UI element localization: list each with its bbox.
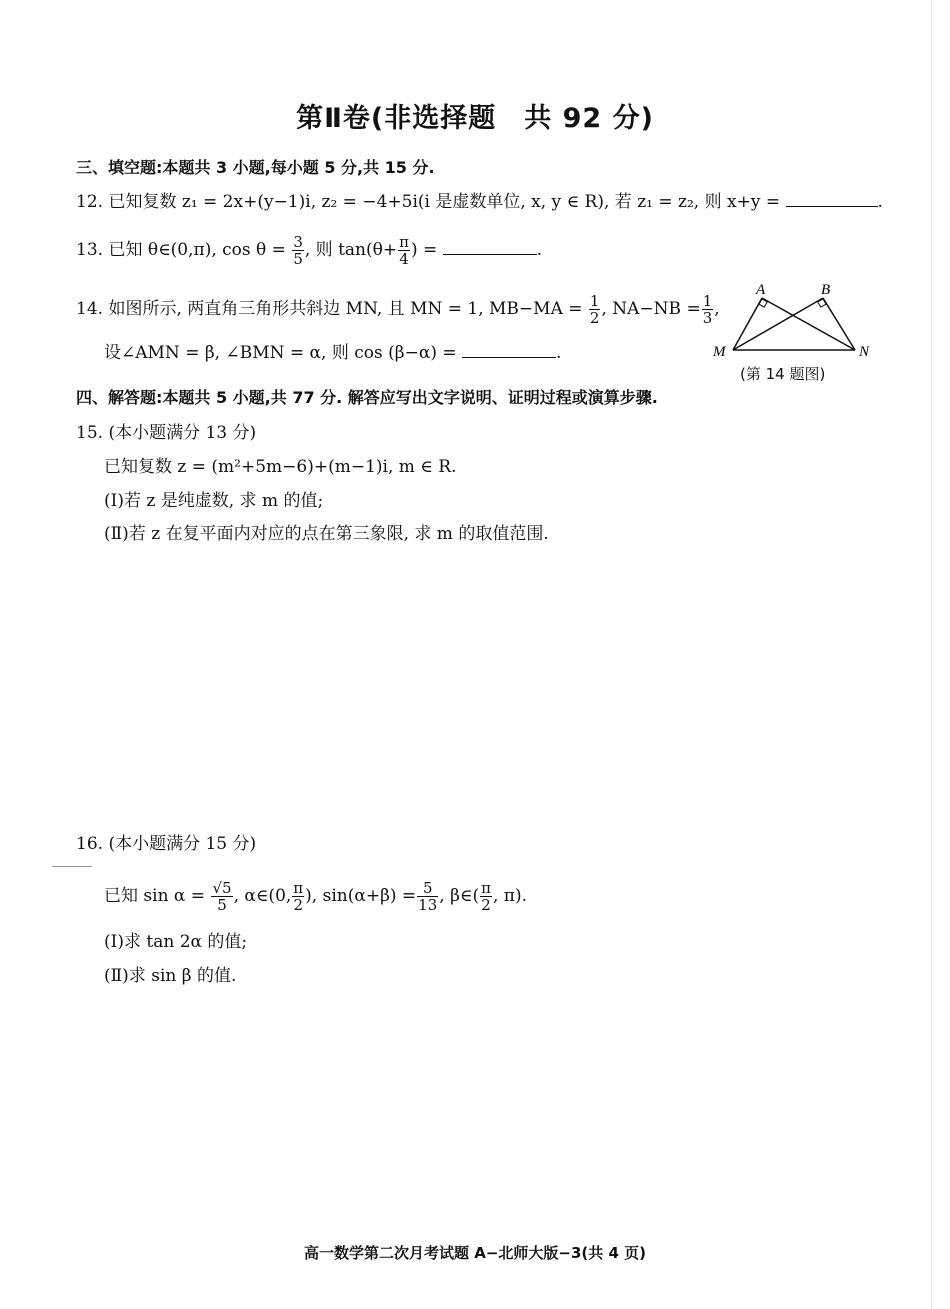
question-12: 12. 已知复数 z₁ = 2x+(y−1)i, z₂ = −4+5i(i 是虚数单位, x, y ∈ R), 若 z₁ = z₂, 则 x+y = . (76, 192, 883, 212)
question-number: 14. (76, 299, 104, 319)
question-number: 12. (76, 192, 104, 212)
question-text: 已知 sin α = (104, 886, 206, 906)
question-15-part-1: (Ⅰ)若 z 是纯虚数, 求 m 的值; (104, 491, 324, 511)
figure-caption: (第 14 题图) (740, 365, 826, 383)
question-14 (76, 293, 720, 326)
label-M: M (713, 344, 726, 360)
question-text: , β∈( (439, 886, 480, 906)
question-text: , π). (492, 886, 528, 906)
question-16-part-2: (Ⅱ)求 sin β 的值. (104, 966, 237, 986)
label-N: N (859, 344, 870, 360)
question-number: 13. (76, 240, 104, 260)
fraction: $\frac{\pi}{2}$ (481, 879, 491, 914)
question-text: , NA−NB = (601, 299, 701, 319)
question-15-header: 15. (本小题满分 13 分) (76, 423, 257, 443)
question-text: ), sin(α+β) = (305, 886, 417, 906)
fraction: $\frac{\pi}{2}$ (293, 879, 304, 914)
question-15-part-2: (Ⅱ)若 z 在复平面内对应的点在第三象限, 求 m 的取值范围. (104, 524, 549, 544)
question-text: ) = (410, 240, 438, 260)
question-text: , (714, 299, 720, 319)
question-15-stem: 已知复数 z = (m²+5m−6)+(m−1)i, m ∈ R. (104, 457, 457, 477)
question-text: , α∈(0, (233, 886, 292, 906)
scan-artifact (52, 866, 92, 867)
question-16-header: 16. (本小题满分 15 分) (76, 834, 257, 854)
section-heading-fill-blank: 三、填空题:本题共 3 小题,每小题 5 分,共 15 分. (76, 158, 435, 177)
answer-blank[interactable] (443, 238, 537, 255)
fraction: $\frac{1}{2}$ (589, 292, 600, 327)
question-text: 如图所示, 两直角三角形共斜边 MN, 且 MN = 1, MB−MA = (108, 299, 583, 319)
question-text: 已知 θ∈(0,π), cos θ = (108, 240, 286, 260)
answer-blank[interactable] (462, 341, 556, 358)
question-16-stem (104, 880, 527, 913)
page-edge (931, 0, 932, 1309)
question-13: 13. 已知 θ∈(0,π), cos θ = $\frac{3}{5}$ , 则 tan(θ+ $\frac{\pi}{4}$ ) = . (76, 233, 543, 268)
question-16-part-1: (Ⅰ)求 tan 2α 的值; (104, 932, 248, 952)
question-text: 已知复数 z₁ = 2x+(y−1)i, z₂ = −4+5i(i 是虚数单位, x, y ∈ R), 若 z₁ = z₂, 则 x+y = (108, 192, 781, 212)
question-text: 设∠AMN = β, ∠BMN = α, 则 cos (β−α) = (104, 343, 457, 363)
fraction: $\frac{1}{3}$ (702, 292, 713, 327)
segment-BN (823, 298, 855, 350)
question-14-line2: 设∠AMN = β, ∠BMN = α, 则 cos (β−α) = . (104, 343, 562, 363)
fraction: $\frac{3}{5}$ (293, 233, 303, 268)
section-title: 第Ⅱ卷(非选择题 共 92 分) (296, 103, 654, 134)
fraction: $\frac{√5}{5}$ (212, 879, 232, 914)
section-heading-solve: 四、解答题:本题共 5 小题,共 77 分. 解答应写出文字说明、证明过程或演算步骤. (76, 388, 658, 407)
page-footer: 高一数学第二次月考试题 A−北师大版−3(共 4 页) (304, 1244, 646, 1262)
answer-blank[interactable] (786, 190, 878, 207)
label-B: B (821, 282, 831, 298)
fraction: $\frac{\pi}{4}$ (399, 233, 409, 268)
fraction: $\frac{5}{13}$ (418, 879, 438, 914)
label-A: A (756, 282, 766, 298)
question-text: , 则 tan(θ+ (304, 240, 398, 260)
